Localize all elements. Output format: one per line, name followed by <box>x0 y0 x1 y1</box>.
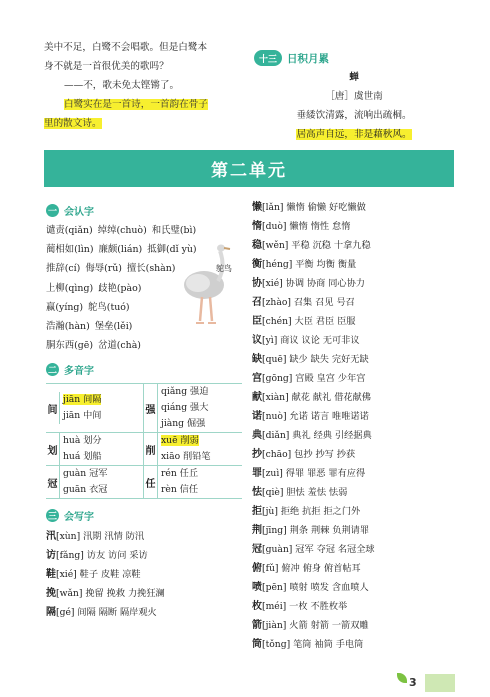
polyphonic-reading-text: huà 划分 <box>63 435 102 447</box>
writing-char: 鞋 <box>46 569 56 581</box>
recognize-item: 鸵鸟(tuó) <box>88 301 130 313</box>
polyphonic-char: 强 <box>145 404 156 416</box>
writing-char: 筒 <box>252 639 262 650</box>
polyphonic-table <box>46 383 242 499</box>
polyphonic-reading <box>63 408 101 424</box>
writing-text: [fǔ] 俯冲 俯身 俯首帖耳 <box>262 563 361 574</box>
writing-text: [qiè] 胆怯 羞怯 怯弱 <box>262 487 348 498</box>
top-passage <box>44 38 242 133</box>
writing-row <box>252 255 458 274</box>
polyphonic-reading-text: qiǎng 强迫 <box>161 386 209 398</box>
writing-text: [diǎn] 典礼 经典 引经据典 <box>262 430 372 441</box>
writing-text: [gōng] 宫殿 皇宫 少年宫 <box>262 373 366 384</box>
recognize-item: 绰绰(chuò) <box>97 225 147 236</box>
recognize-item: 蔺相如(lìn) <box>46 244 94 256</box>
writing-text: [tǒng] 笔筒 袖筒 手电筒 <box>262 639 364 650</box>
writing-char: 箭 <box>252 620 262 631</box>
writing-text: [jīng] 荆条 荆棘 负荆请罪 <box>262 525 370 536</box>
writing-row <box>252 217 458 236</box>
writing-char: 懒 <box>252 202 262 213</box>
writing-char: 惰 <box>252 221 262 232</box>
recognize-item: 浩瀚(hàn) <box>46 321 90 333</box>
writing-char: 缺 <box>252 354 262 365</box>
writing-char: 抄 <box>252 449 262 460</box>
polyphonic-readings <box>157 384 208 432</box>
writing-text: [quē] 缺少 缺失 完好无缺 <box>262 354 369 365</box>
recognize-item: 擅长(shàn) <box>126 263 176 275</box>
polyphonic-char: 任 <box>145 478 156 490</box>
page-bar <box>425 674 455 692</box>
polyphonic-number: 二 <box>46 363 59 376</box>
polyphonic-reading-text: rèn 信任 <box>161 484 199 496</box>
writing-row <box>252 388 458 407</box>
recognize-item: 廉颇(lián) <box>98 244 143 256</box>
polyphonic-char: 削 <box>145 445 156 457</box>
polyphonic-char: 间 <box>47 404 58 416</box>
writing-row <box>46 565 242 584</box>
writing-char: 隔 <box>46 607 56 619</box>
polyphonic-reading-text: qiáng 强大 <box>161 402 209 414</box>
polyphonic-reading-text: guàn 冠军 <box>63 468 108 480</box>
polyphonic-readings <box>59 433 102 465</box>
polyphonic-reading-text: xiāo 削铅笔 <box>161 451 211 463</box>
polyphonic-readings <box>59 392 101 424</box>
writing-char: 拒 <box>252 506 262 517</box>
polyphonic-readings <box>157 466 198 498</box>
writing-text: [xié] 鞋子 皮鞋 凉鞋 <box>56 569 141 581</box>
polyphonic-readings <box>157 433 211 465</box>
writing-text: [xié] 协调 协商 同心协力 <box>262 278 365 289</box>
writing-row <box>252 635 458 654</box>
writing-text: [chāo] 包抄 抄写 抄获 <box>262 449 356 460</box>
polyphonic-reading-text: guān 衣冠 <box>63 484 108 496</box>
polyphonic-reading-text: huá 划船 <box>63 451 102 463</box>
polyphonic-reading <box>161 466 198 482</box>
writing-header <box>46 507 242 523</box>
polyphonic-reading <box>63 449 102 465</box>
recognize-item: 赢(yíng) <box>46 301 84 313</box>
recognize-row <box>46 336 242 355</box>
writing-row <box>252 236 458 255</box>
polyphonic-reading-text: xuē 削弱 <box>161 435 199 447</box>
writing-char: 怯 <box>252 487 262 498</box>
recognize-item: 谴责(qiǎn) <box>46 225 93 236</box>
writing-text: [xiàn] 献花 献礼 借花献佛 <box>262 392 371 403</box>
writing-row <box>252 426 458 445</box>
writing-row <box>252 521 458 540</box>
writing-text: [zuì] 得罪 罪恶 罪有应得 <box>262 468 366 479</box>
writing-list-right <box>252 198 458 654</box>
writing-char: 宫 <box>252 373 262 384</box>
writing-text: [héng] 平衡 均衡 衡量 <box>262 259 357 270</box>
writing-row <box>252 331 458 350</box>
writing-char: 访 <box>46 550 56 562</box>
writing-char: 枚 <box>252 601 262 612</box>
writing-char: 荆 <box>252 525 262 536</box>
passage-highlight-line <box>44 114 242 133</box>
writing-row <box>46 603 242 622</box>
writing-text: [nuò] 允诺 诺言 唯唯诺诺 <box>262 411 369 422</box>
writing-row <box>46 584 242 603</box>
polyphonic-reading <box>161 449 211 465</box>
writing-text: [duò] 懒惰 惰性 怠惰 <box>262 221 351 232</box>
writing-row <box>252 502 458 521</box>
writing-char: 俯 <box>252 563 262 574</box>
writing-row <box>252 369 458 388</box>
ostrich-caption: 鸵鸟 <box>216 264 232 274</box>
polyphonic-reading <box>161 482 198 498</box>
writing-text: [xùn] 汛期 汛情 防汛 <box>56 531 145 543</box>
polyphonic-heading: 多音字 <box>64 365 94 377</box>
writing-text: [lǎn] 懒惰 偷懒 好吃懒做 <box>262 202 366 213</box>
writing-row <box>252 198 458 217</box>
writing-row <box>252 578 458 597</box>
daily-poem-number: 十三 <box>254 50 282 66</box>
writing-char: 喷 <box>252 582 262 593</box>
writing-char: 臣 <box>252 316 262 327</box>
polyphonic-reading <box>161 400 208 416</box>
passage-line: 美中不足，白鹭不会唱歌。但是白鹭本 <box>44 42 208 53</box>
passage-line: ——不，歌未免太铿锵了。 <box>64 80 180 91</box>
polyphonic-reading <box>63 392 101 408</box>
writing-char: 挽 <box>46 588 56 600</box>
polyphonic-reading-text: jiān 中间 <box>63 410 102 422</box>
writing-text: [yì] 商议 议论 无可非议 <box>262 335 360 346</box>
writing-row <box>252 312 458 331</box>
writing-list <box>46 527 242 622</box>
polyphonic-reading-text: jiàng 倔强 <box>161 418 206 430</box>
poem-author: ［唐］虞世南 <box>325 91 383 102</box>
polyphonic-cell <box>144 384 242 432</box>
writing-char: 冠 <box>252 544 262 555</box>
writing-row <box>252 293 458 312</box>
left-column <box>46 202 242 622</box>
polyphonic-reading-text: jiān 间隔 <box>63 394 102 406</box>
recognize-item: 侮辱(rǔ) <box>85 263 122 275</box>
polyphonic-cell <box>144 433 242 465</box>
polyphonic-char: 划 <box>47 445 58 457</box>
polyphonic-reading <box>161 416 208 432</box>
writing-row <box>252 350 458 369</box>
recognize-item: 堡垒(lěi) <box>94 321 133 333</box>
writing-char: 稳 <box>252 240 262 251</box>
writing-text: [jù] 拒绝 抗拒 拒之门外 <box>262 506 361 517</box>
writing-row <box>252 464 458 483</box>
writing-row <box>46 546 242 565</box>
writing-text: [pēn] 喷射 喷发 含血喷人 <box>262 582 369 593</box>
writing-row <box>252 407 458 426</box>
writing-heading: 会写字 <box>64 511 94 523</box>
recognize-item: 歧艳(pào) <box>98 282 142 294</box>
writing-row <box>252 483 458 502</box>
writing-char: 召 <box>252 297 262 308</box>
polyphonic-cell <box>144 466 242 498</box>
recognize-item: 和氏璧(bì) <box>151 225 197 236</box>
unit-title: 第二单元 <box>211 161 287 181</box>
ostrich-image <box>174 237 242 329</box>
passage-highlight-text: 里的散文诗。 <box>44 118 102 129</box>
poem-highlight-line: 居高声自远，非是藉秋风。 <box>296 129 412 140</box>
poem-title: 蝉 <box>349 72 359 83</box>
writing-number: 三 <box>46 509 59 522</box>
polyphonic-reading <box>161 384 208 400</box>
writing-char: 汛 <box>46 531 56 543</box>
polyphonic-char: 冠 <box>47 478 58 490</box>
polyphonic-readings <box>59 466 108 498</box>
writing-text: [gé] 间隔 隔断 隔岸观火 <box>56 607 157 619</box>
polyphonic-reading-text: rén 任丘 <box>161 468 199 480</box>
polyphonic-reading <box>63 466 108 482</box>
leaf-icon <box>397 673 407 683</box>
writing-text: [wěn] 平稳 沉稳 十拿九稳 <box>262 240 371 251</box>
writing-row <box>252 540 458 559</box>
writing-row <box>252 445 458 464</box>
writing-text: [wǎn] 挽留 挽救 力挽狂澜 <box>56 588 165 600</box>
polyphonic-reading <box>63 482 108 498</box>
writing-char: 典 <box>252 430 262 441</box>
recognize-header <box>46 202 242 218</box>
polyphonic-cell <box>46 384 144 432</box>
writing-char: 议 <box>252 335 262 346</box>
recognize-item: 上柳(qìng) <box>46 282 94 294</box>
polyphonic-row <box>46 466 242 499</box>
daily-poem <box>254 50 454 144</box>
daily-poem-header <box>254 50 454 66</box>
page-number: 3 <box>409 676 417 689</box>
recognize-item: 推辞(cí) <box>46 263 81 275</box>
passage-highlight-line <box>44 95 242 114</box>
polyphonic-cell <box>46 466 144 498</box>
writing-char: 罪 <box>252 468 262 479</box>
daily-poem-heading: 日积月累 <box>287 52 330 65</box>
passage-highlight-text: 白鹭实在是一首诗，一首韵在骨子 <box>64 99 208 110</box>
polyphonic-reading <box>161 433 211 449</box>
polyphonic-row <box>46 383 242 433</box>
passage-line: 身不就是一首很优美的歌吗？ <box>44 61 169 72</box>
polyphonic-row <box>46 433 242 466</box>
writing-text: [guàn] 冠军 夺冠 名冠全球 <box>262 544 375 555</box>
writing-text: [fǎng] 访友 访问 采访 <box>56 550 148 562</box>
writing-row <box>46 527 242 546</box>
polyphonic-cell <box>46 433 144 465</box>
poem-line: 垂緌饮清露，流响出疏桐。 <box>296 110 412 121</box>
writing-text: [jiàn] 火箭 射箭 一箭双雕 <box>262 620 369 631</box>
writing-text: [méi] 一枚 不胜枚举 <box>262 601 348 612</box>
writing-char: 诺 <box>252 411 262 422</box>
unit-banner <box>44 150 454 187</box>
writing-row <box>252 616 458 635</box>
recognize-item: 抵御(dǐ yù) <box>147 244 197 256</box>
writing-row <box>252 274 458 293</box>
recognize-item: 胴东西(gē) <box>46 340 93 352</box>
writing-char: 协 <box>252 278 262 289</box>
writing-text: [zhào] 召集 召见 号召 <box>262 297 355 308</box>
writing-text: [chén] 大臣 君臣 臣服 <box>262 316 356 327</box>
recognize-item: 岔道(chà) <box>98 340 141 352</box>
recognize-heading: 会认字 <box>64 206 94 218</box>
writing-row <box>252 597 458 616</box>
right-column <box>252 198 458 654</box>
writing-char: 献 <box>252 392 262 403</box>
recognize-number: 一 <box>46 204 59 217</box>
writing-char: 衡 <box>252 259 262 270</box>
writing-row <box>252 559 458 578</box>
polyphonic-reading <box>63 433 102 449</box>
polyphonic-header <box>46 361 242 377</box>
